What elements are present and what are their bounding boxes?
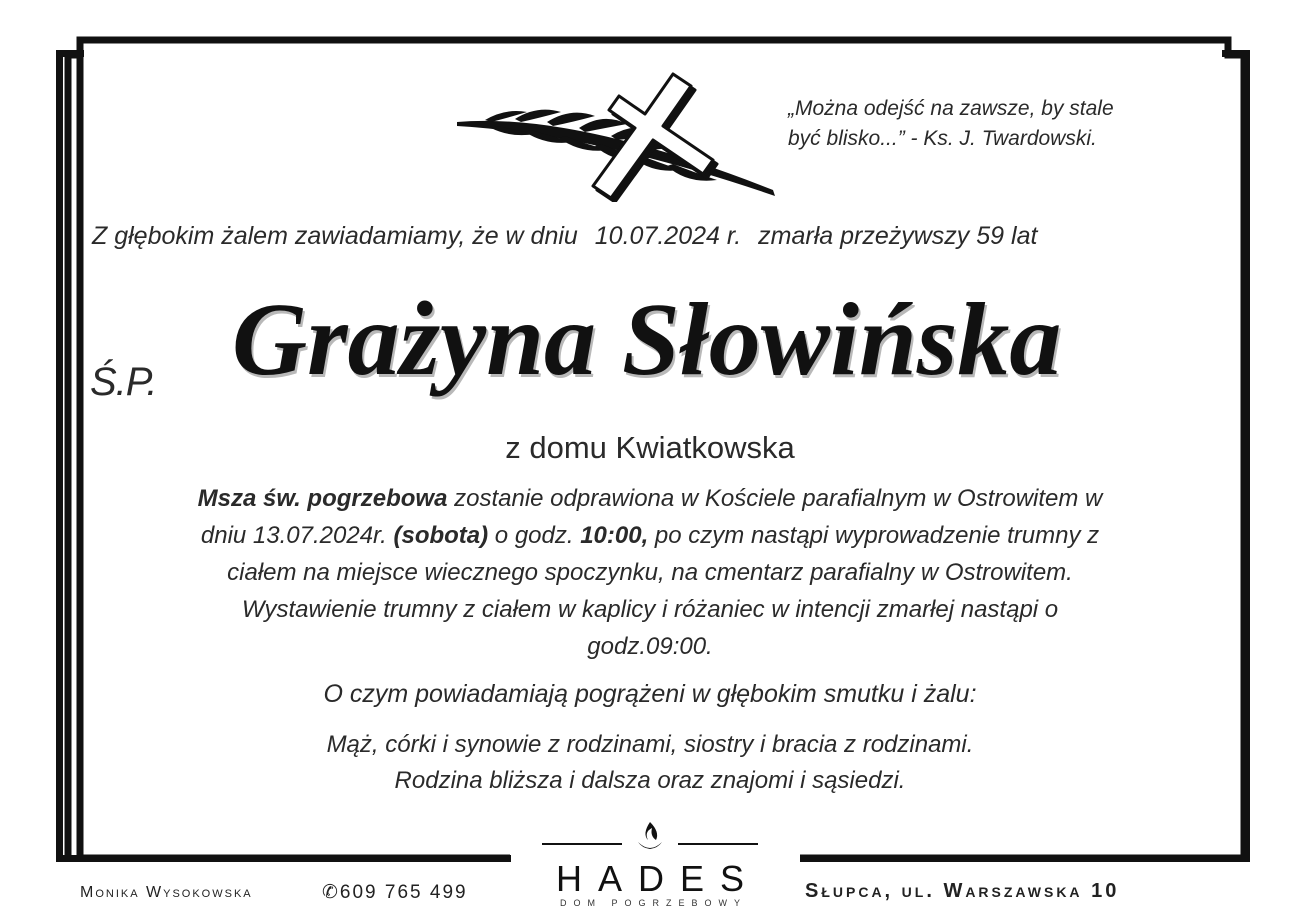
details-line-4: Wystawienie trumny z ciałem w kaplicy i różaniec w intencji zmarłej nastąpi o [241, 596, 1059, 623]
mourners-list [0, 727, 1300, 799]
logo-subtitle: DOM POGRZEBOWY [559, 898, 747, 908]
age-unit: lat [1011, 222, 1038, 250]
mourners-intro: O czym powiadamiają pogrążeni w głębokim smutku i żalu: [323, 680, 977, 708]
death-date: 10.07.2024 [594, 222, 720, 250]
details-line-3: ciałem na miejsce wiecznego spoczynku, na cmentarz parafialny w Ostrowitem. [227, 559, 1073, 586]
details-text: po czym nastąpi wyprowadzenie trumny z [648, 522, 1100, 549]
mass-time: 10:00, [580, 522, 649, 549]
contact-phone: ✆609 765 499 [322, 882, 468, 903]
sp-prefix: Ś.P. [90, 360, 157, 404]
flame-icon [530, 818, 770, 858]
intro-text: Z głębokim żalem zawiadamiamy, że w dniu [92, 222, 578, 250]
deceased-name: Grażyna Słowińska [232, 282, 1062, 397]
weekday: (sobota) [393, 522, 489, 549]
details-line-2 [95, 517, 1205, 554]
quote-line: być blisko...” - Ks. J. Twardowski. [788, 127, 1097, 150]
mourners-line: Mąż, córki i synowie z rodzinami, siostry i bracia z rodzinami. [326, 731, 974, 758]
cross-with-palm-icon [455, 72, 785, 202]
mass-label: Msza św. pogrzebowa [197, 485, 448, 512]
details-text: zostanie odprawiona w Kościele parafialnym w Ostrowitem w [447, 485, 1103, 512]
intro-text-2: zmarła przeżywszy [758, 222, 970, 250]
age: 59 [976, 222, 1005, 250]
quote-line: „Można odejść na zawsze, by stale [788, 97, 1114, 120]
death-announcement [92, 222, 1202, 251]
funeral-details [95, 480, 1205, 665]
contact-name: Monika Wysokowska [80, 884, 253, 901]
quote [788, 94, 1228, 154]
funeral-home-logo [530, 818, 770, 912]
maiden-name: z domu Kwiatkowska [505, 430, 795, 465]
mourners-line: Rodzina bliższa i dalsza oraz znajomi i sąsiedzi. [394, 767, 906, 794]
address: Słupca, ul. Warszawska 10 [805, 880, 1120, 902]
details-text: o godz. [488, 522, 581, 549]
details-line-5: godz.09:00. [587, 633, 713, 660]
logo-title: HADES [555, 858, 761, 899]
date-suffix: r. [726, 222, 742, 250]
details-text: dniu 13.07.2024r. [200, 522, 394, 549]
details-line-1 [95, 480, 1205, 517]
